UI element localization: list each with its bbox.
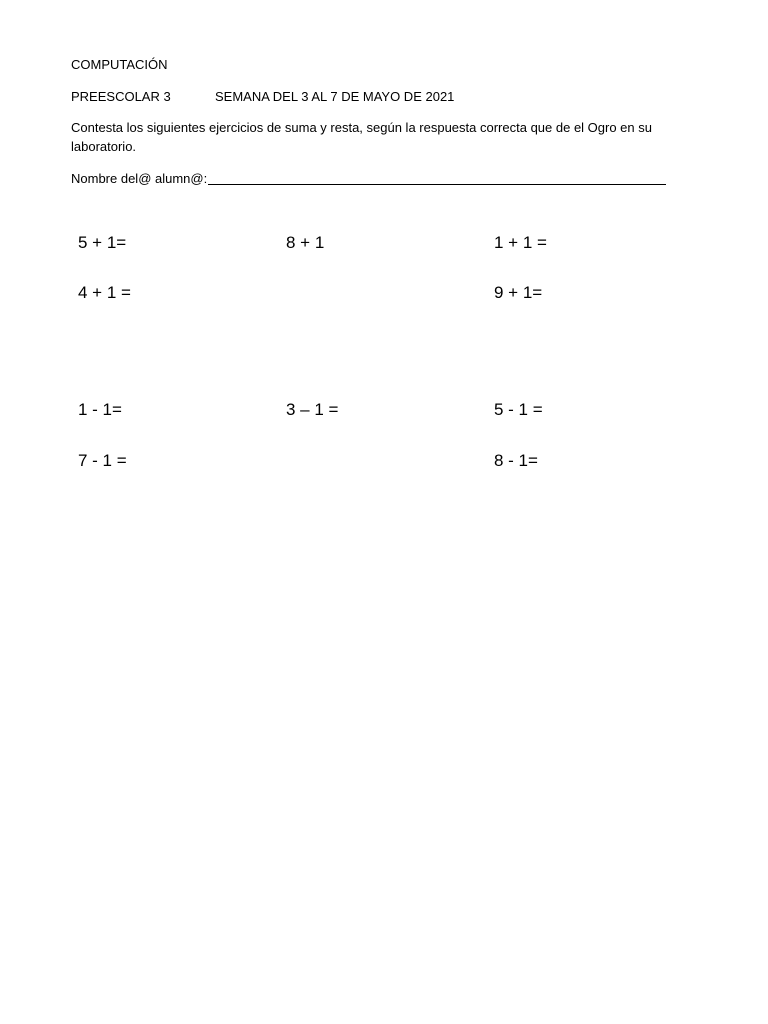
student-name-label: Nombre del@ alumn@: — [71, 171, 208, 186]
instructions-text: Contesta los siguientes ejercicios de suma y resta, según la respuesta correcta que de el Ogro en su laboratorio. — [71, 120, 652, 154]
subtraction-problem: 8 - 1= — [494, 451, 538, 470]
subtraction-problem: 3 – 1 = — [286, 400, 339, 419]
addition-problem: 9 + 1= — [494, 283, 543, 302]
addition-problem: 5 + 1= — [78, 233, 127, 252]
grade-label: PREESCOLAR 3 — [71, 89, 171, 104]
subtraction-problem: 7 - 1 = — [78, 451, 127, 470]
subtraction-problem: 1 - 1= — [78, 400, 122, 419]
addition-problem: 8 + 1 — [286, 233, 325, 252]
course-title: COMPUTACIÓN — [71, 57, 168, 72]
student-name-row — [71, 169, 666, 188]
subtraction-problem: 5 - 1 = — [494, 400, 543, 419]
addition-problem: 1 + 1 = — [494, 233, 547, 252]
student-name-line[interactable] — [208, 183, 666, 185]
week-label: SEMANA DEL 3 AL 7 DE MAYO DE 2021 — [215, 89, 455, 104]
addition-problem: 4 + 1 = — [78, 283, 131, 302]
